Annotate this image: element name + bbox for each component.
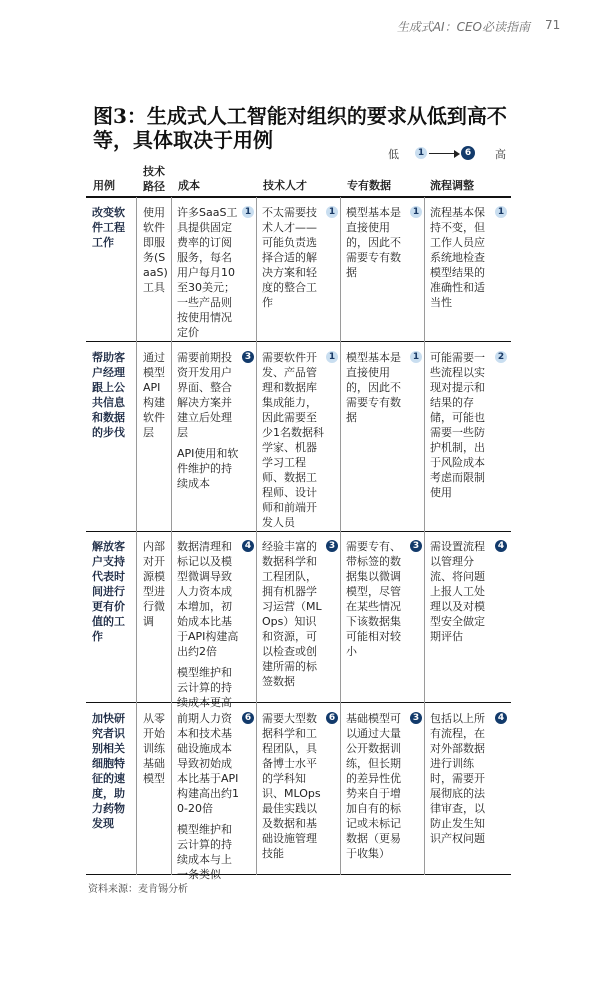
row-talent-cell [262, 350, 324, 536]
row-tech-path: 通过模型API构建软件层 [143, 351, 165, 439]
cell-paragraph: 需要软件开发、产品管理和数据库集成能力，因此需要至少1名数据科学家、机器学习工程师、数据工程师、设计师和前端开发人员 [262, 351, 324, 529]
level-badge: 4 [495, 712, 507, 724]
row-divider-3 [86, 702, 511, 703]
level-badge: 1 [410, 206, 422, 218]
row-use-case: 改变软件工程工作 [92, 206, 125, 249]
level-badge: 4 [495, 540, 507, 552]
cell-paragraph: 需设置流程以管理分流、将问题上报人工处理以及对模型安全做定期评估 [430, 540, 485, 643]
cell-paragraph: 模型基本是直接使用的，因此不需要专有数据 [346, 206, 401, 279]
header-rule [86, 196, 511, 198]
row-talent-cell [262, 205, 324, 316]
scale-min-badge: 1 [415, 147, 427, 159]
col-head-talent: 技术人才 [263, 179, 307, 192]
col-head-data: 专有数据 [347, 179, 391, 192]
row-tech-path: 从零开始训练基础模型 [143, 712, 165, 785]
cell-paragraph: 经验丰富的数据科学和工程团队，拥有机器学习运营（MLOps）知识和资源，可以检查或创建所需的标签数据 [262, 540, 322, 688]
source-note: 资料来源：麦肯锡分析 [88, 884, 188, 895]
figure-title: 图3：生成式人工智能对组织的要求从低到高不等，具体取决于用例 [93, 104, 507, 152]
cell-paragraph: 需要大型数据科学和工程团队，具备博士水平的学科知识、MLOps最佳实践以及数据和基础设施管理技能 [262, 712, 321, 860]
scale-high-label: 高 [495, 148, 506, 161]
scale-arrow-icon [429, 153, 457, 154]
col-head-tech-path: 技术路径 [143, 165, 165, 193]
level-badge: 6 [242, 712, 254, 724]
cell-paragraph: 需要前期投资开发用户界面、整合解决方案并建立后处理层 [177, 351, 232, 439]
row-cost-cell [177, 205, 239, 346]
col-head-process: 流程调整 [430, 179, 474, 192]
row-talent-cell [262, 711, 324, 867]
cell-paragraph: 流程基本保持不变，但工作人员应系统地检查模型结果的准确性和适当性 [430, 206, 485, 309]
level-badge: 3 [410, 712, 422, 724]
cell-paragraph: API使用和软件维护的持续成本 [177, 447, 239, 490]
row-tech-path: 内部对开源模型进行微调 [143, 540, 165, 628]
row-process-cell [430, 350, 492, 506]
row-use-case: 帮助客户经理跟上公共信息和数据的步伐 [92, 351, 125, 439]
col-head-use-case: 用例 [93, 179, 115, 192]
cell-paragraph: 前期人力资本和技术基础设施成本导致初始成本比基于API构建高出约10-20倍 [177, 712, 239, 815]
cell-paragraph: 需要专有、带标签的数据集以微调模型，尽管在某些情况下该数据集可能相对较小 [346, 540, 401, 658]
table-bottom-rule [86, 874, 511, 875]
column-divider [424, 197, 425, 875]
row-divider-1 [86, 341, 511, 342]
cell-paragraph: 包括以上所有流程，在对外部数据进行训练时，需要开展彻底的法律审查，以防止发生知识产权问题 [430, 712, 485, 845]
level-badge: 4 [242, 540, 254, 552]
row-tech-path: 使用软件即服务(SaaS)工具 [143, 206, 168, 294]
page-number: 71 [545, 18, 561, 32]
level-badge: 1 [410, 351, 422, 363]
cell-paragraph: 许多SaaS工具提供固定费率的订阅服务，每名用户每月10至30美元；一些产品则按使用情况定价 [177, 206, 238, 339]
level-badge: 1 [326, 206, 338, 218]
row-process-cell [430, 711, 492, 852]
level-badge: 6 [326, 712, 338, 724]
column-divider [136, 197, 137, 875]
column-divider [256, 197, 257, 875]
level-badge: 3 [326, 540, 338, 552]
cell-paragraph: 模型基本是直接使用的，因此不需要专有数据 [346, 351, 401, 424]
cell-paragraph: 模型维护和云计算的持续成本与上一条类似 [177, 823, 232, 881]
level-scale-legend [388, 145, 513, 161]
scale-arrowhead-icon [454, 150, 460, 158]
row-cost-cell [177, 539, 239, 716]
row-talent-cell [262, 539, 324, 695]
row-data-cell [346, 539, 408, 665]
level-badge: 3 [410, 540, 422, 552]
cell-paragraph: 模型维护和云计算的持续成本更高 [177, 666, 232, 709]
row-cost-cell [177, 350, 239, 497]
column-divider [340, 197, 341, 875]
level-badge: 2 [495, 351, 507, 363]
col-head-cost: 成本 [178, 179, 200, 192]
cell-paragraph: 数据清理和标记以及模型微调导致人力资本成本增加，初始成本比基于API构建高出约2倍 [177, 540, 239, 658]
scale-max-badge: 6 [461, 146, 475, 160]
level-badge: 1 [495, 206, 507, 218]
row-use-case: 加快研究者识别相关细胞特征的速度，助力药物发现 [92, 712, 125, 830]
column-divider [171, 197, 172, 875]
row-use-case: 解放客户支持代表时间进行更有价值的工作 [92, 540, 125, 643]
cell-paragraph: 可能需要一些流程以实现对提示和结果的存储，可能也需要一些防护机制，出于风险成本考虑而限制使用 [430, 351, 485, 499]
scale-low-label: 低 [388, 148, 399, 161]
running-header-title: 生成式AI：CEO必读指南 [396, 20, 530, 34]
row-process-cell [430, 205, 492, 316]
cell-paragraph: 基础模型可以通过大量公开数据训练，但长期的差异性优势来自于增加自有的标记或未标记数据（更易于收集） [346, 712, 401, 860]
cell-paragraph: 不太需要技术人才——可能负责选择合适的解决方案和轻度的整合工作 [262, 206, 317, 309]
row-data-cell [346, 205, 408, 286]
level-badge: 1 [242, 206, 254, 218]
row-process-cell [430, 539, 492, 650]
row-data-cell [346, 350, 408, 431]
level-badge: 1 [326, 351, 338, 363]
row-cost-cell [177, 711, 239, 888]
level-badge: 3 [242, 351, 254, 363]
row-data-cell [346, 711, 408, 867]
